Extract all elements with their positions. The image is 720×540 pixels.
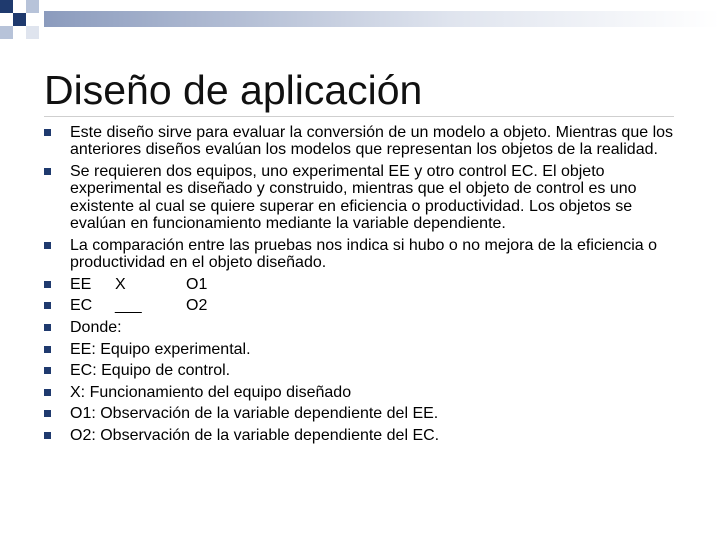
- accent-square-4: [0, 26, 13, 39]
- legend-text: X: Funcionamiento del equipo diseñado: [70, 383, 352, 401]
- square-bullet-icon: [44, 324, 51, 331]
- legend-item: [44, 341, 684, 358]
- design-group: EC: [70, 297, 93, 315]
- square-bullet-icon: [44, 302, 51, 309]
- square-bullet-icon: [44, 367, 51, 374]
- design-observation: O2: [186, 297, 208, 315]
- accent-square-3: [26, 0, 39, 13]
- design-treatment: ___: [115, 297, 142, 315]
- design-row: [44, 297, 684, 314]
- legend-item: [44, 362, 684, 379]
- legend-item: [44, 319, 684, 336]
- bullet-item: [44, 163, 684, 233]
- accent-square-2: [13, 13, 26, 26]
- bullet-text: Este diseño sirve para evaluar la conversión de un modelo a objeto. Mientras que los anteriores diseños evalúan los modelos que representan los objetos de la realidad.: [70, 124, 674, 159]
- legend-item: [44, 384, 684, 401]
- legend-text: O1: Observación de la variable dependiente del EE.: [70, 405, 439, 423]
- square-bullet-icon: [44, 389, 51, 396]
- square-bullet-icon: [44, 168, 51, 175]
- legend-text: EE: Equipo experimental.: [70, 340, 251, 358]
- bullet-text: Se requieren dos equipos, uno experimental EE y otro control EC. El objeto experimental es diseñado y construido, mientras que el objeto de control es uno existente al cual se quiere superar en eficiencia o productividad. Los objetos se evalúan en funcionamiento mediante la variable dependiente.: [70, 163, 637, 233]
- legend-text: O2: Observación de la variable dependiente del EC.: [70, 426, 440, 444]
- slide-title: Diseño de aplicación: [44, 67, 423, 113]
- design-observation: O1: [186, 275, 208, 293]
- design-row: [44, 276, 684, 293]
- accent-square-5: [26, 26, 39, 39]
- square-bullet-icon: [44, 346, 51, 353]
- design-group: EE: [70, 275, 92, 293]
- bullet-text: La comparación entre las pruebas nos indica si hubo o no mejora de la eficiencia o productividad en el objeto diseñado.: [70, 236, 658, 272]
- header-decoration: [0, 0, 720, 45]
- legend-text: Donde:: [70, 319, 122, 336]
- design-treatment: X: [115, 275, 126, 293]
- square-bullet-icon: [44, 281, 51, 288]
- square-bullet-icon: [44, 432, 51, 439]
- accent-square-1: [0, 0, 13, 13]
- legend-item: [44, 427, 684, 444]
- header-bar: [44, 11, 720, 27]
- legend-text: EC: Equipo de control.: [70, 362, 231, 380]
- square-bullet-icon: [44, 242, 51, 249]
- bullet-item: [44, 237, 684, 272]
- bullet-item: [44, 124, 684, 159]
- title-divider: [44, 116, 674, 117]
- square-bullet-icon: [44, 129, 51, 136]
- legend-item: [44, 405, 684, 422]
- square-bullet-icon: [44, 410, 51, 417]
- bullet-list: [44, 124, 684, 449]
